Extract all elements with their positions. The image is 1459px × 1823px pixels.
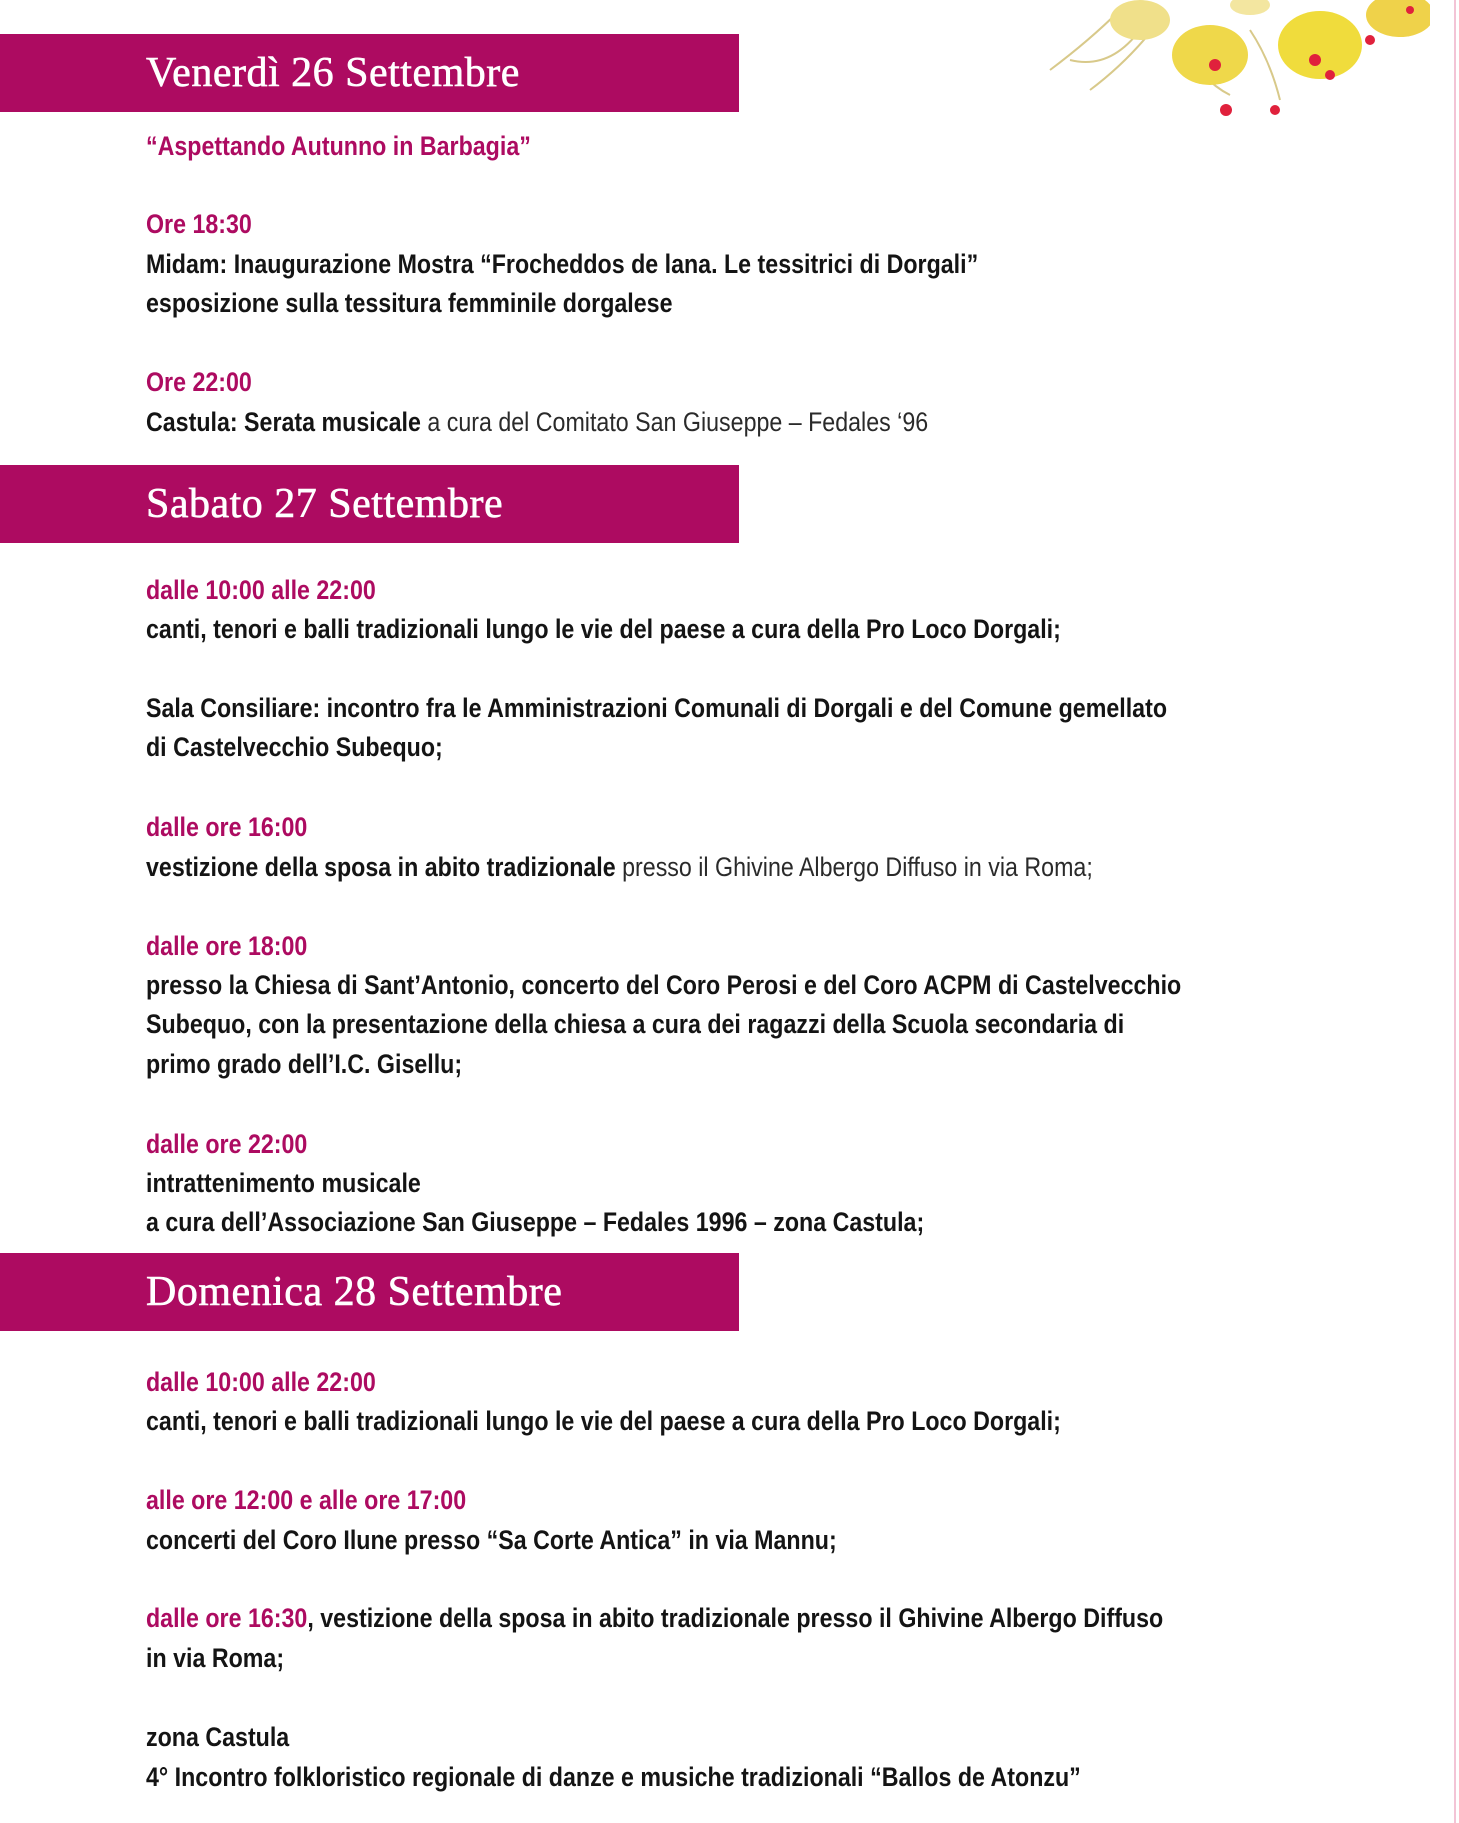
event-description: primo grado dell’I.C. Gisellu;: [146, 1049, 463, 1079]
event-time: dalle ore 18:00: [146, 931, 308, 961]
event-time: alle ore 12:00 e alle ore 17:00: [146, 1485, 467, 1515]
event-description: Subequo, con la presentazione della chiesa a cura dei ragazzi della Scuola secondaria di: [146, 1009, 1125, 1039]
event-description: presso la Chiesa di Sant’Antonio, concerto del Coro Perosi e del Coro ACPM di Castelvecchio: [146, 970, 1182, 1000]
event-detail: a cura del Comitato San Giuseppe – Fedales ‘96: [420, 407, 929, 437]
event-time: dalle ore 16:30: [146, 1603, 308, 1633]
event-time: dalle 10:00 alle 22:00: [146, 1367, 376, 1397]
event-description: canti, tenori e balli tradizionali lungo le vie del paese a cura della Pro Loco Dorgali;: [146, 614, 1061, 644]
event-description: intrattenimento musicale: [146, 1168, 421, 1198]
event-description: 4° Incontro folkloristico regionale di danze e musiche tradizionali “Ballos de Atonzu”: [146, 1762, 1081, 1792]
page-edge-line: [1454, 0, 1456, 1823]
event-highlight: Castula: Serata musicale: [146, 407, 421, 437]
day-title: Domenica 28 Settembre: [146, 1269, 563, 1315]
day-subtitle: “Aspettando Autunno in Barbagia”: [146, 131, 531, 161]
event-time: Ore 18:30: [146, 209, 252, 239]
day-banner-sunday: [0, 1253, 739, 1331]
event-description: Midam: Inaugurazione Mostra “Frocheddos de lana. Le tessitrici di Dorgali”: [146, 249, 979, 279]
event-detail: presso il Ghivine Albergo Diffuso in via Roma;: [615, 852, 1093, 882]
day-title: Sabato 27 Settembre: [146, 481, 504, 527]
event-description: Sala Consiliare: incontro fra le Amministrazioni Comunali di Dorgali e del Comune gemellato: [146, 693, 1168, 723]
event-time: dalle ore 16:00: [146, 812, 308, 842]
day-banner-friday: [0, 34, 739, 112]
event-time: dalle ore 22:00: [146, 1129, 308, 1159]
event-description: concerti del Coro Ilune presso “Sa Corte Antica” in via Mannu;: [146, 1525, 837, 1555]
event-time: dalle 10:00 alle 22:00: [146, 575, 376, 605]
event-description: in via Roma;: [146, 1643, 285, 1673]
event-description: [146, 1600, 1163, 1636]
event-description: a cura dell’Associazione San Giuseppe – Fedales 1996 – zona Castula;: [146, 1207, 925, 1237]
event-time: Ore 22:00: [146, 367, 252, 397]
day-title: Venerdì 26 Settembre: [146, 50, 520, 96]
event-detail: , vestizione della sposa in abito tradizionale presso il Ghivine Albergo Diffuso: [307, 1603, 1164, 1633]
event-description: [146, 404, 928, 440]
event-description: di Castelvecchio Subequo;: [146, 732, 443, 762]
day-banner-saturday: [0, 465, 739, 543]
yellow-flowers-illustration-icon: [1030, 0, 1430, 130]
event-description: canti, tenori e balli tradizionali lungo le vie del paese a cura della Pro Loco Dorgali;: [146, 1406, 1061, 1436]
event-description: [146, 849, 1093, 885]
event-description: esposizione sulla tessitura femminile dorgalese: [146, 288, 673, 318]
event-description: zona Castula: [146, 1722, 290, 1752]
event-highlight: vestizione della sposa in abito tradizionale: [146, 852, 616, 882]
